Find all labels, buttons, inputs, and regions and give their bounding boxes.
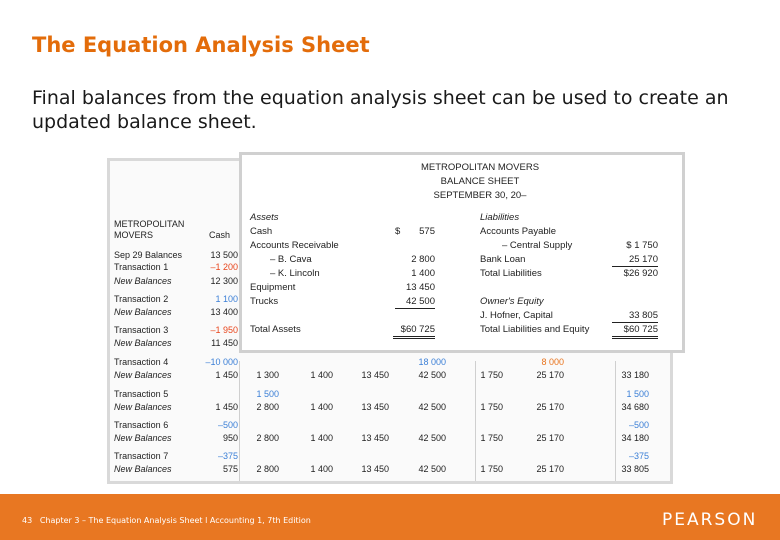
cell-cash: 11 450 [211, 338, 238, 348]
cell-equipment: 13 450 [361, 464, 389, 474]
row-label: New Balances [114, 464, 172, 474]
cell-trucks: 42 500 [418, 464, 446, 474]
cell-payable: 1 750 [480, 370, 503, 380]
cell-cash: 1 450 [215, 370, 238, 380]
liability-label-central-supply: – Central Supply [502, 240, 573, 251]
asset-value-trucks: 42 500 [395, 296, 435, 309]
assets-heading: Assets [250, 212, 279, 223]
row-label: New Balances [114, 433, 172, 443]
liability-label-payable: Accounts Payable [480, 226, 557, 237]
cell-ar-lincoln: 1 400 [310, 464, 333, 474]
cell-equipment: 13 450 [361, 370, 389, 380]
page-number: 43 [22, 516, 33, 525]
cell-loan: 25 170 [536, 433, 564, 443]
slide-body-text: Final balances from the equation analysis sheet can be used to create an updated balance sheet. [32, 87, 729, 133]
equity-capital-value: 33 805 [612, 310, 658, 323]
cell-ar-lincoln: 1 400 [310, 402, 333, 412]
cell-ar-cava: 1 300 [256, 370, 279, 380]
asset-value-equipment: 13 450 [405, 282, 435, 293]
cell-capital: 34 180 [621, 433, 649, 443]
cell-trucks: 42 500 [418, 402, 446, 412]
footer-chapter-text: Chapter 3 – The Equation Analysis Sheet l Accounting 1, 7th Edition [39, 516, 311, 525]
cell-capital: –375 [628, 451, 649, 461]
cell-trucks: 18 000 [418, 357, 446, 367]
total-assets-value: $60 725 [393, 324, 435, 339]
bs-title-company: METROPOLITAN MOVERS [420, 162, 540, 173]
row-label: New Balances [114, 370, 172, 380]
cell-cash: –500 [217, 420, 238, 430]
cell-cash: 12 300 [210, 276, 238, 286]
liability-label-bank-loan: Bank Loan [480, 254, 526, 265]
cell-trucks: 42 500 [418, 433, 446, 443]
pearson-logo: PEARSON [662, 510, 758, 530]
asset-value-cava: 2 800 [411, 254, 435, 265]
row-label: Sep 29 Balances [114, 250, 183, 260]
bs-title-statement: BALANCE SHEET [440, 176, 520, 187]
row-label: New Balances [114, 402, 172, 412]
total-liabilities-equity-label: Total Liabilities and Equity [480, 324, 590, 335]
row-label: Transaction 6 [114, 420, 169, 430]
row-label: Transaction 5 [114, 389, 169, 399]
total-liabilities-label: Total Liabilities [480, 268, 542, 279]
cell-loan: 25 170 [536, 464, 564, 474]
cash-column-header: Cash [209, 230, 231, 240]
cell-capital: 1 500 [626, 389, 649, 399]
cell-cash: 13 400 [210, 307, 238, 317]
cell-cash: 1 100 [215, 294, 238, 304]
liabilities-heading: Liabilities [480, 212, 520, 223]
cell-equipment: 13 450 [361, 402, 389, 412]
total-liabilities-value: $26 920 [623, 268, 658, 279]
cell-capital: –500 [628, 420, 649, 430]
cell-ar-lincoln: 1 400 [310, 370, 333, 380]
cell-cash: 1 450 [215, 402, 238, 412]
total-assets-label: Total Assets [250, 324, 301, 335]
cell-ar-cava: 2 800 [256, 433, 279, 443]
slide-title: The Equation Analysis Sheet [32, 33, 370, 57]
company-name-line2: MOVERS [114, 230, 154, 240]
total-liabilities-equity-value: $60 725 [612, 324, 658, 339]
asset-label-cava: – B. Cava [270, 254, 312, 265]
cell-loan: 25 170 [536, 370, 564, 380]
row-label: Transaction 3 [114, 325, 169, 335]
asset-label-cash: Cash [250, 226, 273, 237]
asset-label-receivable: Accounts Receivable [250, 240, 339, 251]
asset-value-cash: 575 [419, 226, 435, 237]
asset-value-lincoln: 1 400 [411, 268, 435, 279]
asset-label-trucks: Trucks [250, 296, 279, 307]
cell-equipment: 13 450 [361, 433, 389, 443]
cell-capital: 33 805 [621, 464, 649, 474]
cell-cash: –375 [217, 451, 238, 461]
row-label: Transaction 7 [114, 451, 169, 461]
cell-trucks: 42 500 [418, 370, 446, 380]
company-name-line1: METROPOLITAN [114, 219, 185, 229]
cell-payable: 1 750 [480, 433, 503, 443]
cell-payable: 1 750 [480, 402, 503, 412]
row-label: New Balances [114, 307, 172, 317]
cell-ar-lincoln: 1 400 [310, 433, 333, 443]
footer-text [22, 516, 311, 525]
cell-ar-cava: 1 500 [256, 389, 279, 399]
row-label: Transaction 4 [114, 357, 169, 367]
cell-cash: –1 950 [210, 325, 238, 335]
cell-ar-cava: 2 800 [256, 464, 279, 474]
equity-heading: Owner's Equity [480, 296, 544, 307]
row-label: New Balances [114, 276, 172, 286]
cell-loan: 8 000 [541, 357, 564, 367]
cell-payable: 1 750 [480, 464, 503, 474]
cell-cash: –10 000 [205, 357, 238, 367]
cell-cash: 575 [222, 464, 238, 474]
row-label: Transaction 1 [114, 262, 169, 272]
asset-label-lincoln: – K. Lincoln [270, 268, 320, 279]
equity-capital-label: J. Hofner, Capital [480, 310, 553, 321]
liability-value-bank-loan: 25 170 [612, 254, 658, 267]
bs-title-date: SEPTEMBER 30, 20– [433, 190, 527, 201]
asset-currency-cash: $ [395, 226, 401, 237]
cell-cash: –1 200 [210, 262, 238, 272]
asset-label-equipment: Equipment [250, 282, 296, 293]
cell-loan: 25 170 [536, 402, 564, 412]
cell-cash: 950 [222, 433, 238, 443]
row-label: Transaction 2 [114, 294, 169, 304]
cell-capital: 33 180 [621, 370, 649, 380]
cell-capital: 34 680 [621, 402, 649, 412]
cell-ar-cava: 2 800 [256, 402, 279, 412]
liability-value-central-supply: $ 1 750 [626, 240, 658, 251]
row-label: New Balances [114, 338, 172, 348]
cell-cash: 13 500 [210, 250, 238, 260]
